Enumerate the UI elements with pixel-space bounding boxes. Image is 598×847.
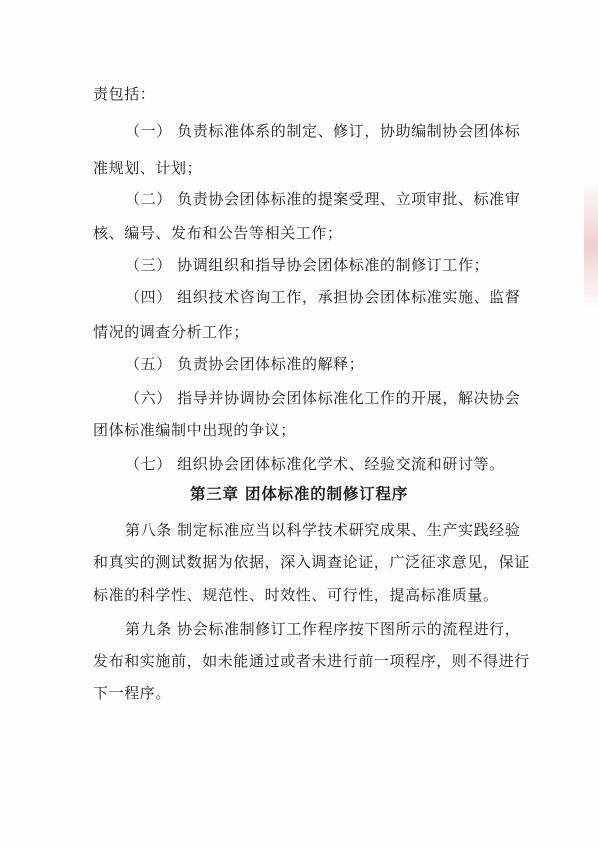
text-line: 责包括：	[93, 85, 156, 103]
text-line: （一） 负责标准体系的制定、修订，协助编制协会团体标	[125, 122, 521, 140]
text-line: （五） 负责协会团体标准的解释；	[125, 355, 365, 373]
chapter-title: 第三章 团体标准的制修订程序	[189, 485, 409, 503]
text-line: 发布和实施前，如未能通过或者未进行前一项程序，则不得进行	[93, 652, 530, 670]
text-line: （六） 指导并协调协会团体标准化工作的开展，解决协会	[125, 389, 521, 407]
text-line: （七） 组织协会团体标准化学术、经验交流和研讨等。	[125, 455, 505, 473]
text-line: 核、编号、发布和公告等相关工作；	[93, 224, 343, 242]
text-line: 情况的调查分析工作；	[93, 323, 250, 341]
text-line: 和真实的测试数据为依据，深入调查论证，广泛征求意见，保证	[93, 553, 530, 571]
seal-edge-mark	[584, 180, 598, 310]
text-line: 第九条 协会标准制修订工作程序按下图所示的流程进行，	[125, 620, 521, 638]
text-line: 标准的科学性、规范性、时效性、可行性，提高标准质量。	[93, 586, 499, 604]
text-line: （三） 协调组织和指导协会团体标准的制修订工作；	[125, 256, 490, 274]
text-line: 准规划、计划；	[93, 159, 203, 177]
text-line: 下一程序。	[93, 684, 172, 702]
text-line: （二） 负责协会团体标准的提案受理、立项审批、标准审	[125, 190, 521, 208]
text-line: 第八条 制定标准应当以科学技术研究成果、生产实践经验	[125, 521, 521, 539]
text-line: （四） 组织技术咨询工作，承担协会团体标准实施、监督	[125, 288, 521, 306]
text-line: 团体标准编制中出现的争议；	[93, 421, 296, 439]
